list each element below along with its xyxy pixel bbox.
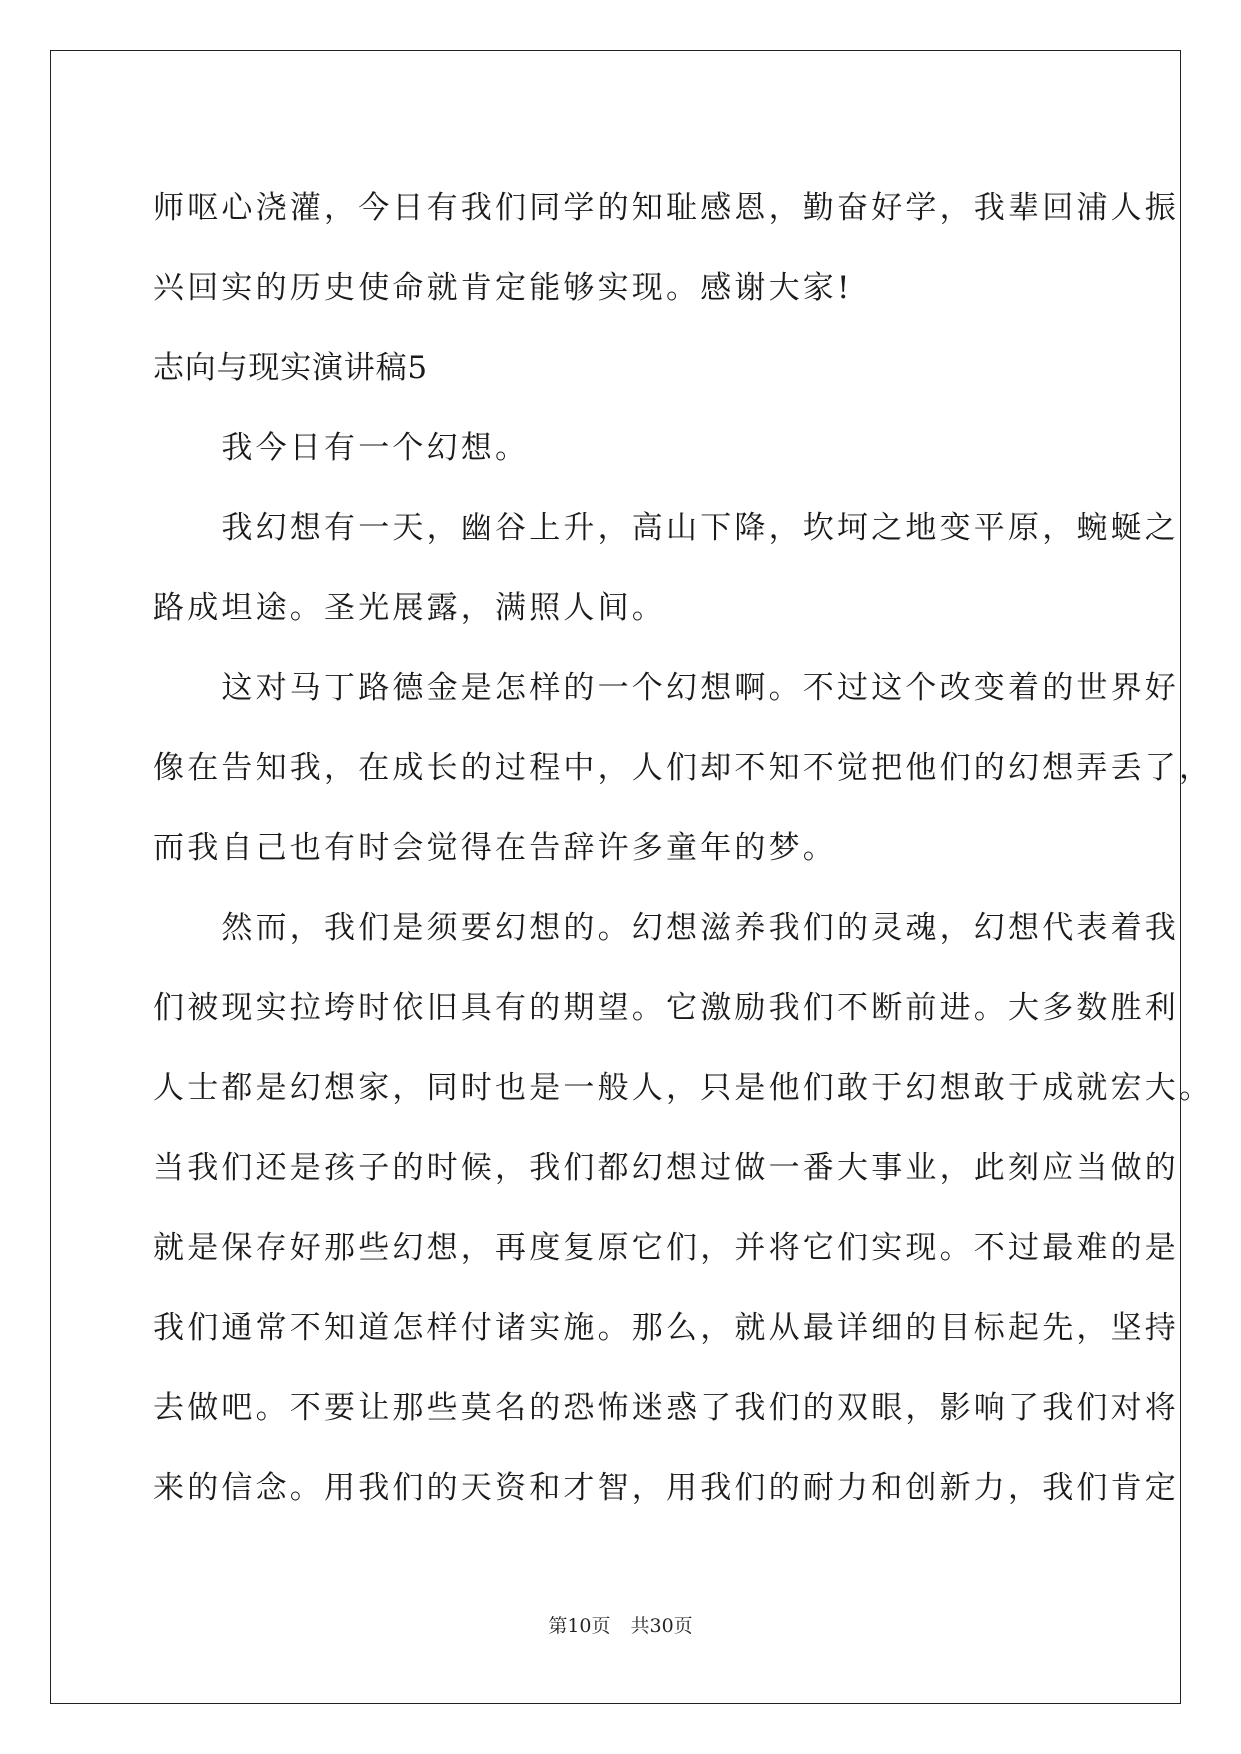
paragraph-line: 就是保存好那些幻想，再度复原它们，并将它们实现。不过最难的是 <box>153 1230 1179 1266</box>
paragraph-line: 来的信念。用我们的天资和才智，用我们的耐力和创新力，我们肯定 <box>153 1470 1179 1506</box>
section-heading: 志向与现实演讲稿5 <box>153 350 428 386</box>
paragraph-line: 这对马丁路德金是怎样的一个幻想啊。不过这个改变着的世界好 <box>153 670 1179 706</box>
paragraph-line: 当我们还是孩子的时候，我们都幻想过做一番大事业，此刻应当做的 <box>153 1150 1179 1186</box>
paragraph-line: 师呕心浇灌，今日有我们同学的知耻感恩，勤奋好学，我辈回浦人振 <box>153 190 1179 226</box>
paragraph-line: 我幻想有一天，幽谷上升，高山下降，坎坷之地变平原，蜿蜒之 <box>153 510 1179 546</box>
paragraph-line: 去做吧。不要让那些莫名的恐怖迷惑了我们的双眼，影响了我们对将 <box>153 1390 1179 1426</box>
paragraph-line: 路成坦途。圣光展露，满照人间。 <box>153 590 666 626</box>
page-footer <box>0 1614 1241 1638</box>
paragraph-line: 像在告知我，在成长的过程中，人们却不知不觉把他们的幻想弄丢了， <box>153 750 1214 786</box>
document-body <box>153 168 1214 1528</box>
paragraph-line: 而我自己也有时会觉得在告辞许多童年的梦。 <box>153 830 837 866</box>
paragraph-line: 人士都是幻想家，同时也是一般人，只是他们敢于幻想敢于成就宏大。 <box>153 1070 1214 1106</box>
paragraph-line: 然而，我们是须要幻想的。幻想滋养我们的灵魂，幻想代表着我 <box>153 910 1179 946</box>
paragraph-line: 兴回实的历史使命就肯定能够实现。感谢大家! <box>153 270 853 306</box>
page-number: 第10页 <box>548 1615 611 1637</box>
paragraph-line: 们被现实拉垮时依旧具有的期望。它激励我们不断前进。大多数胜利 <box>153 990 1179 1026</box>
paragraph-line: 我们通常不知道怎样付诸实施。那么，就从最详细的目标起先，坚持 <box>153 1310 1179 1346</box>
page-total: 共30页 <box>630 1615 693 1637</box>
paragraph-line: 我今日有一个幻想。 <box>153 430 530 466</box>
